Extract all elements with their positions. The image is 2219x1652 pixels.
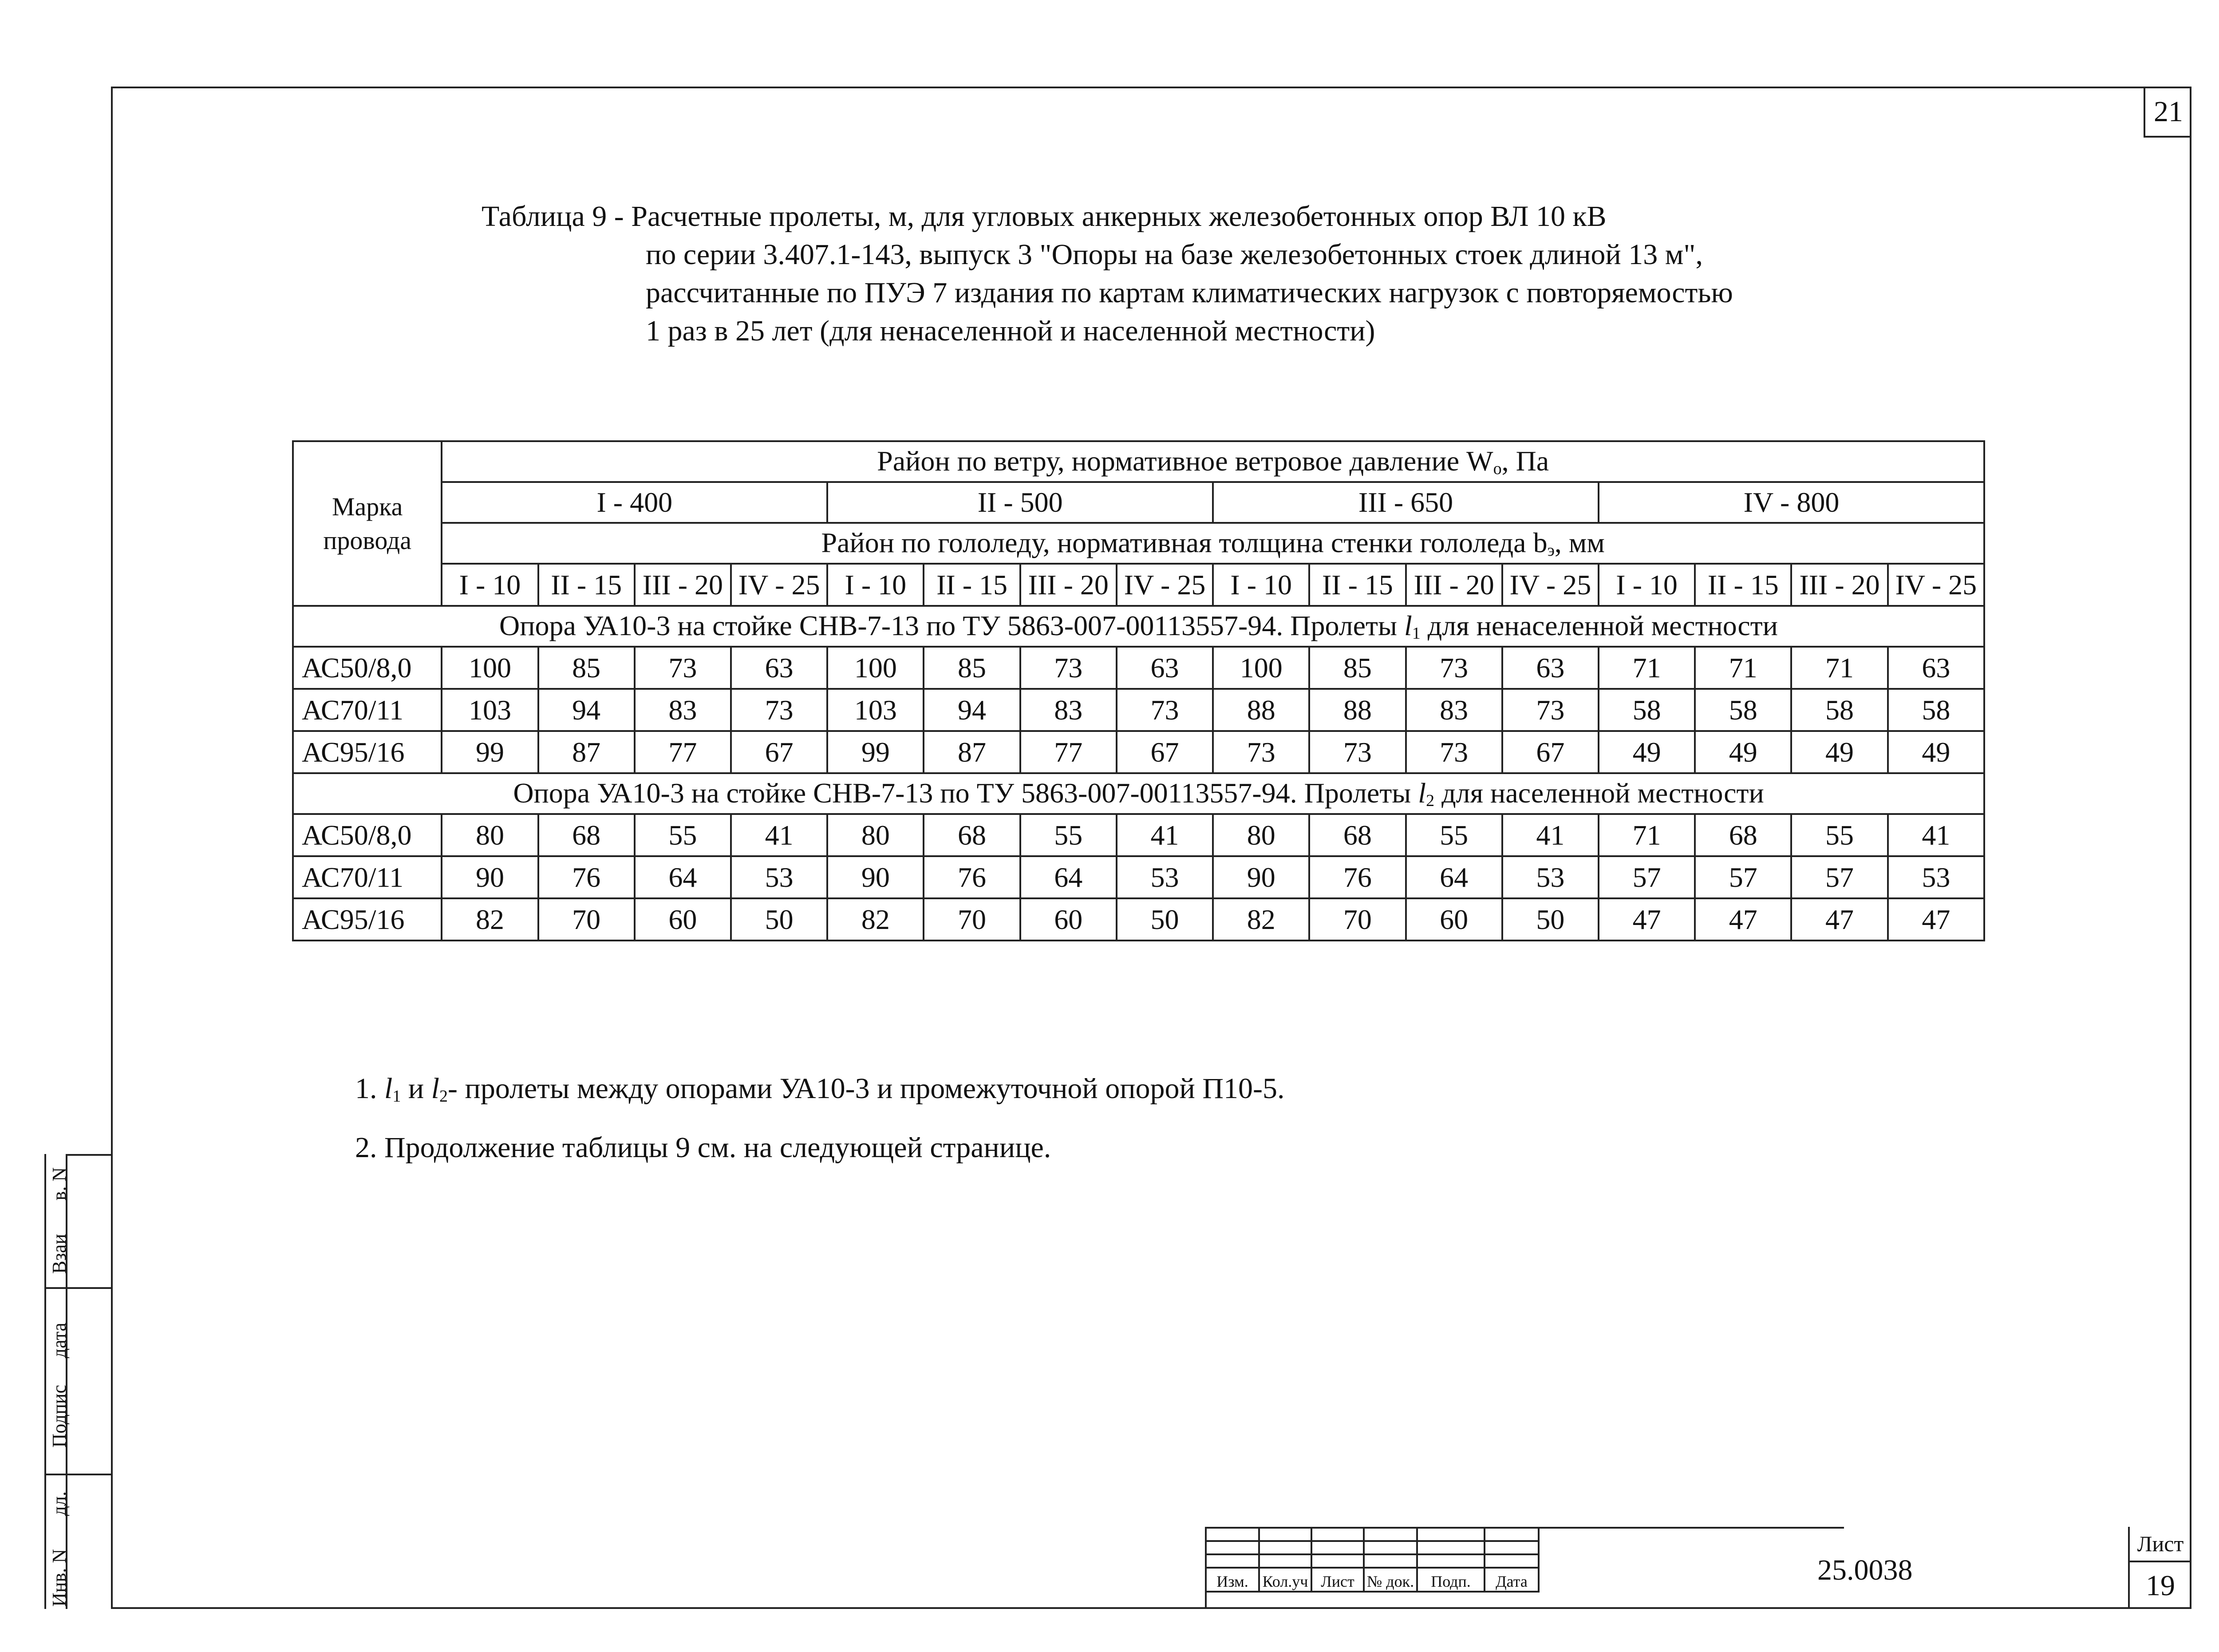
ice-region: II - 15	[538, 564, 635, 606]
stamp-column-label: Дата	[1485, 1568, 1539, 1592]
span-value: 73	[1117, 689, 1213, 731]
stamp-column-label: Лист	[1311, 1568, 1364, 1592]
wire-brand: АС50/8,0	[293, 647, 442, 689]
span-value: 63	[731, 647, 827, 689]
span-value: 50	[1502, 898, 1599, 941]
span-value: 82	[827, 898, 924, 941]
span-value: 49	[1888, 731, 1984, 773]
span-value: 68	[538, 814, 635, 856]
section-2-header: Опора УА10-3 на стойке СНВ-7-13 по ТУ 5863-007-00113557-94. Пролеты $l_2$ для населенной местности	[293, 773, 1984, 814]
side-label: Взаи	[48, 1234, 70, 1274]
span-value: 68	[1309, 814, 1406, 856]
span-value: 76	[538, 856, 635, 898]
table-title	[482, 198, 1733, 350]
ice-region: II - 15	[924, 564, 1020, 606]
stamp-column-label: № док.	[1364, 1568, 1417, 1592]
ice-region: IV - 25	[1888, 564, 1984, 606]
span-value: 57	[1599, 856, 1695, 898]
span-value: 83	[1020, 689, 1117, 731]
span-value: 73	[1020, 647, 1117, 689]
span-value: 64	[1406, 856, 1502, 898]
span-value: 63	[1117, 647, 1213, 689]
side-label: Подпис	[48, 1385, 70, 1448]
title-line-3: рассчитанные по ПУЭ 7 издания по картам климатических нагрузок с повторяемостью	[646, 277, 1733, 309]
ice-region: II - 15	[1309, 564, 1406, 606]
ice-region: I - 10	[1599, 564, 1695, 606]
title-block	[1205, 1527, 2189, 1609]
ice-region: IV - 25	[1117, 564, 1213, 606]
span-value: 41	[1502, 814, 1599, 856]
ice-region: III - 20	[1791, 564, 1887, 606]
span-value: 85	[538, 647, 635, 689]
sheet-box	[2128, 1527, 2189, 1609]
span-value: 58	[1599, 689, 1695, 731]
span-value: 63	[1888, 647, 1984, 689]
span-value: 55	[1406, 814, 1502, 856]
span-value: 100	[442, 647, 538, 689]
span-value: 99	[442, 731, 538, 773]
span-value: 67	[1502, 731, 1599, 773]
side-label: Инв. N	[48, 1549, 70, 1607]
span-value: 58	[1695, 689, 1791, 731]
side-label: в. N	[48, 1167, 70, 1201]
sheet-label: Лист	[2130, 1527, 2191, 1562]
span-value: 77	[635, 731, 731, 773]
span-value: 99	[827, 731, 924, 773]
note-2: 2. Продолжение таблицы 9 см. на следующей странице.	[355, 1131, 1051, 1164]
span-value: 57	[1695, 856, 1791, 898]
table-row	[293, 814, 1984, 856]
wind-region: III - 650	[1213, 482, 1599, 523]
ice-region: III - 20	[1406, 564, 1502, 606]
span-value: 41	[1117, 814, 1213, 856]
ice-region: IV - 25	[731, 564, 827, 606]
wind-region: I - 400	[442, 482, 827, 523]
span-value: 103	[442, 689, 538, 731]
span-value: 103	[827, 689, 924, 731]
span-value: 87	[924, 731, 1020, 773]
spans-table	[292, 440, 1985, 941]
span-value: 100	[827, 647, 924, 689]
ice-region: I - 10	[827, 564, 924, 606]
ice-region: III - 20	[1020, 564, 1117, 606]
span-value: 80	[442, 814, 538, 856]
span-value: 55	[1020, 814, 1117, 856]
table-row	[293, 898, 1984, 941]
span-value: 49	[1695, 731, 1791, 773]
span-value: 73	[1502, 689, 1599, 731]
span-value: 53	[1888, 856, 1984, 898]
span-value: 60	[635, 898, 731, 941]
sheet-number: 19	[2146, 1569, 2175, 1602]
note-1: 1. $l_1$ и $l_2-$ пролеты между опорами УА10-3 и промежуточной опорой П10-5.	[355, 1072, 1285, 1106]
span-value: 80	[1213, 814, 1309, 856]
side-label: дата	[48, 1323, 70, 1359]
span-value: 82	[442, 898, 538, 941]
span-value: 64	[635, 856, 731, 898]
span-value: 60	[1020, 898, 1117, 941]
span-value: 53	[1502, 856, 1599, 898]
span-value: 41	[1888, 814, 1984, 856]
wire-brand: АС50/8,0	[293, 814, 442, 856]
span-value: 90	[442, 856, 538, 898]
span-value: 57	[1791, 856, 1887, 898]
notes	[355, 1070, 1285, 1180]
span-value: 67	[731, 731, 827, 773]
side-strip	[44, 1154, 111, 1609]
span-value: 73	[1406, 731, 1502, 773]
table-row	[293, 647, 1984, 689]
table-row	[293, 731, 1984, 773]
span-value: 90	[1213, 856, 1309, 898]
title-line-4: 1 раз в 25 лет (для ненаселенной и населенной местности)	[646, 315, 1375, 347]
span-value: 60	[1406, 898, 1502, 941]
span-value: 70	[538, 898, 635, 941]
wire-brand: АС95/16	[293, 898, 442, 941]
title-line-2: по серии 3.407.1-143, выпуск 3 "Опоры на базе железобетонных стоек длиной 13 м",	[646, 238, 1703, 271]
stamp-grid	[1205, 1527, 1540, 1593]
wind-header: Район по ветру, нормативное ветровое давление $W_o$, Па	[442, 441, 1984, 482]
table-row	[293, 856, 1984, 898]
span-value: 47	[1599, 898, 1695, 941]
wire-brand: АС70/11	[293, 689, 442, 731]
span-value: 71	[1599, 814, 1695, 856]
span-value: 53	[1117, 856, 1213, 898]
span-value: 85	[1309, 647, 1406, 689]
span-value: 64	[1020, 856, 1117, 898]
wind-region: II - 500	[827, 482, 1213, 523]
span-value: 94	[924, 689, 1020, 731]
ice-region: IV - 25	[1502, 564, 1599, 606]
span-value: 70	[924, 898, 1020, 941]
span-value: 73	[1213, 731, 1309, 773]
stamp-column-label: Кол.уч	[1259, 1568, 1311, 1592]
document-code: 25.0038	[1817, 1554, 1913, 1586]
span-value: 76	[1309, 856, 1406, 898]
span-value: 68	[924, 814, 1020, 856]
span-value: 73	[731, 689, 827, 731]
span-value: 80	[827, 814, 924, 856]
span-value: 55	[1791, 814, 1887, 856]
ice-region: II - 15	[1695, 564, 1791, 606]
span-value: 55	[635, 814, 731, 856]
span-value: 94	[538, 689, 635, 731]
span-value: 73	[635, 647, 731, 689]
span-value: 90	[827, 856, 924, 898]
span-value: 100	[1213, 647, 1309, 689]
ice-region: I - 10	[442, 564, 538, 606]
page-number: 21	[2144, 88, 2191, 138]
wire-brand: АС70/11	[293, 856, 442, 898]
span-value: 70	[1309, 898, 1406, 941]
span-value: 47	[1791, 898, 1887, 941]
span-value: 85	[924, 647, 1020, 689]
span-value: 73	[1406, 647, 1502, 689]
span-value: 67	[1117, 731, 1213, 773]
ice-region: I - 10	[1213, 564, 1309, 606]
span-value: 83	[635, 689, 731, 731]
span-value: 63	[1502, 647, 1599, 689]
section-1-header: Опора УА10-3 на стойке СНВ-7-13 по ТУ 5863-007-00113557-94. Пролеты $l_1$ для ненаселенной местности	[293, 606, 1984, 647]
span-value: 71	[1791, 647, 1887, 689]
stamp-column-label: Изм.	[1206, 1568, 1259, 1592]
span-value: 73	[1309, 731, 1406, 773]
span-value: 49	[1791, 731, 1887, 773]
span-value: 82	[1213, 898, 1309, 941]
span-value: 77	[1020, 731, 1117, 773]
title-line-1: Таблица 9 - Расчетные пролеты, м, для угловых анкерных железобетонных опор ВЛ 10 кВ	[482, 200, 1607, 233]
side-label: дл.	[48, 1491, 70, 1516]
marka-header: Марка провода	[293, 441, 442, 606]
span-value: 47	[1888, 898, 1984, 941]
span-value: 88	[1309, 689, 1406, 731]
span-value: 88	[1213, 689, 1309, 731]
span-value: 58	[1791, 689, 1887, 731]
span-value: 71	[1599, 647, 1695, 689]
span-value: 68	[1695, 814, 1791, 856]
span-value: 71	[1695, 647, 1791, 689]
ice-region: III - 20	[635, 564, 731, 606]
wire-brand: АС95/16	[293, 731, 442, 773]
span-value: 83	[1406, 689, 1502, 731]
span-value: 50	[1117, 898, 1213, 941]
span-value: 76	[924, 856, 1020, 898]
span-value: 47	[1695, 898, 1791, 941]
span-value: 87	[538, 731, 635, 773]
table-row	[293, 689, 1984, 731]
stamp-column-label: Подп.	[1417, 1568, 1485, 1592]
span-value: 58	[1888, 689, 1984, 731]
span-value: 49	[1599, 731, 1695, 773]
span-value: 53	[731, 856, 827, 898]
wind-region: IV - 800	[1599, 482, 1984, 523]
span-value: 50	[731, 898, 827, 941]
span-value: 41	[731, 814, 827, 856]
ice-header: Район по гололеду, нормативная толщина стенки гололеда $b_э$, мм	[442, 523, 1984, 564]
